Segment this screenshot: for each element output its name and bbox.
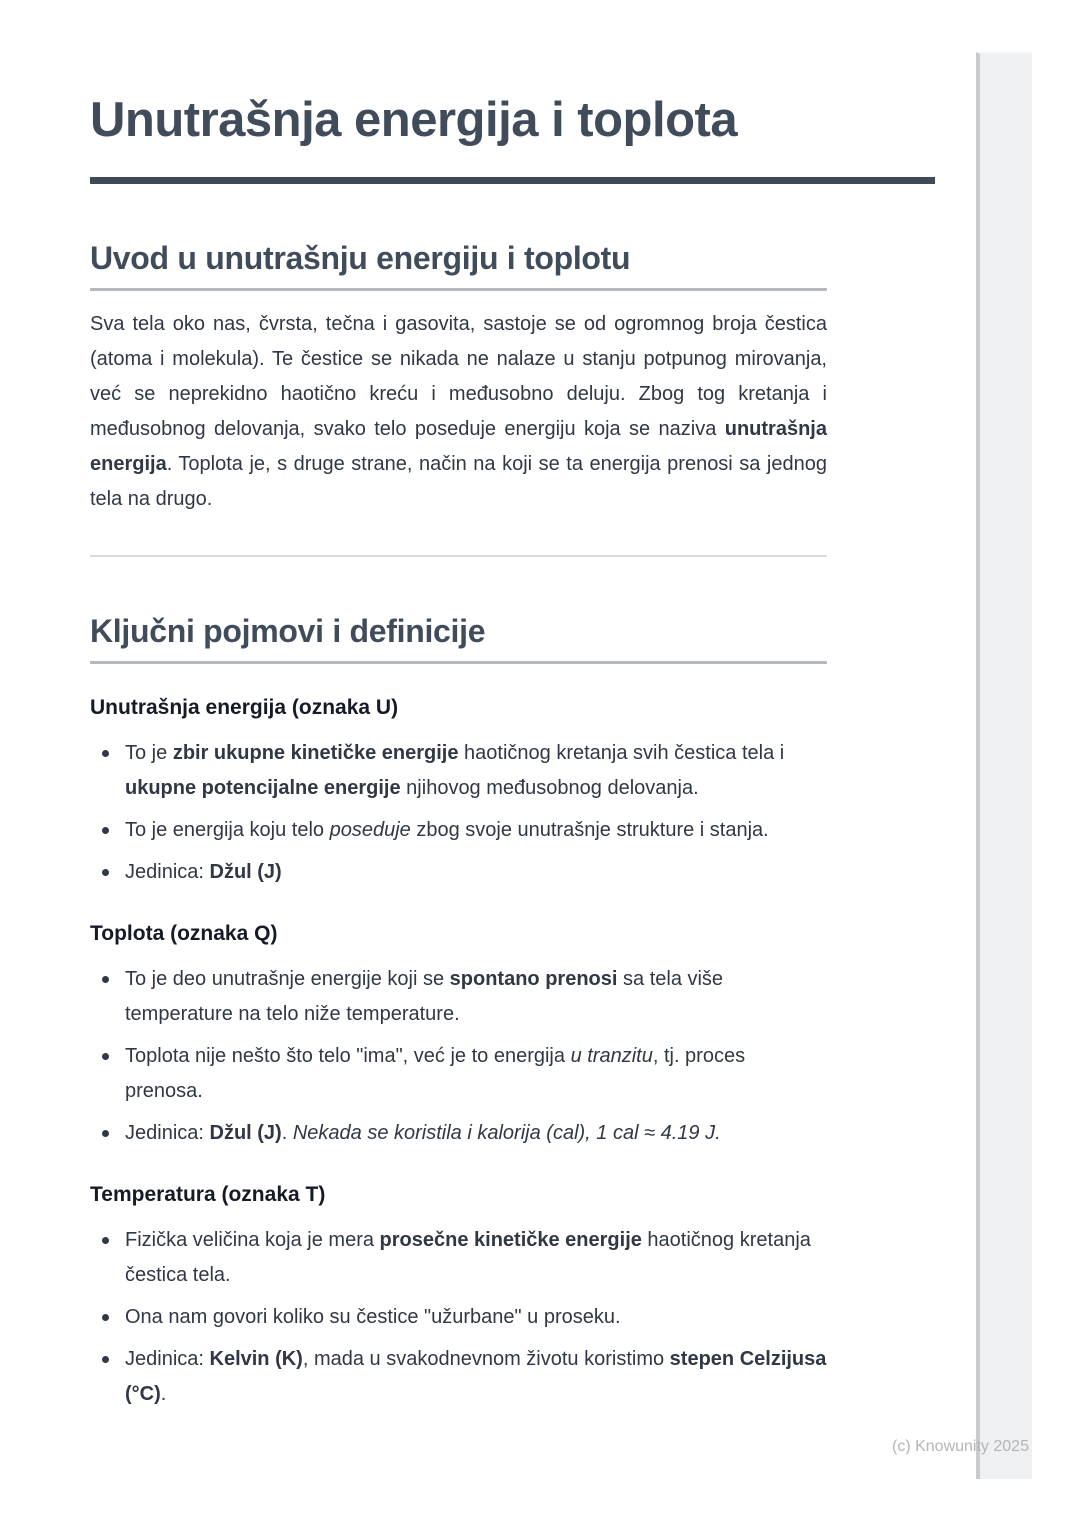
list-item-text: Ona nam govori koliko su čestice "užurbane" u proseku. <box>125 1306 621 1328</box>
list-item <box>90 1039 827 1109</box>
list-item <box>90 1223 827 1293</box>
list-item-text: Jedinica: Džul (J) <box>125 861 282 883</box>
section-divider <box>90 555 827 557</box>
subsection-title-internal-energy: Unutrašnja energija (oznaka U) <box>90 696 399 719</box>
list-item-text: Jedinica: Kelvin (K), mada u svakodnevnom životu koristimo stepen Celzijusa (°C). <box>125 1348 827 1405</box>
bullet-list-temperature <box>90 1223 827 1412</box>
list-item <box>90 813 827 848</box>
document-page <box>90 92 935 1419</box>
bullet-icon <box>102 827 109 834</box>
bullet-list-internal-energy <box>90 736 827 890</box>
bullet-icon <box>102 1237 109 1244</box>
list-item-text: To je zbir ukupne kinetičke energije haotičnog kretanja svih čestica tela i ukupne potencijalne energije njihovog međusobnog delovanja. <box>125 742 785 799</box>
bullet-icon <box>102 976 109 983</box>
content-column <box>90 238 827 1412</box>
page-title: Unutrašnja energija i toplota <box>90 92 935 184</box>
bullet-list-heat <box>90 962 827 1151</box>
subsection-title-heat: Toplota (oznaka Q) <box>90 922 278 945</box>
list-item <box>90 1300 827 1335</box>
bullet-icon <box>102 1130 109 1137</box>
list-item <box>90 1116 827 1151</box>
bullet-icon <box>102 1314 109 1321</box>
list-item-text: To je deo unutrašnje energije koji se spontano prenosi sa tela više temperature na telo niže temperature. <box>125 968 724 1025</box>
list-item <box>90 855 827 890</box>
list-item-text: Jedinica: Džul (J). Nekada se koristila i kalorija (cal), 1 cal ≈ 4.19 J. <box>125 1122 721 1144</box>
subsection-title-temperature: Temperatura (oznaka T) <box>90 1183 326 1206</box>
adjacent-page-edge[interactable] <box>976 52 1032 1479</box>
footer-credit: (c) Knowunity 2025 <box>892 1438 1029 1455</box>
list-item <box>90 962 827 1032</box>
bullet-icon <box>102 869 109 876</box>
list-item <box>90 736 827 806</box>
bullet-icon <box>102 1053 109 1060</box>
list-item-text: To je energija koju telo poseduje zbog svoje unutrašnje strukture i stanja. <box>125 819 769 841</box>
section-heading-intro: Uvod u unutrašnju energiju i toplotu <box>90 238 827 291</box>
intro-paragraph: Sva tela oko nas, čvrsta, tečna i gasovita, sastoje se od ogromnog broja čestica (atoma i molekula). Te čestice se nikada ne nalaze u stanju potpunog mirovanja, već se neprekidno haotično kreću i međusobno deluju. Zbog tog kretanja i međusobnog delovanja, svako telo poseduje energiju koja se naziva unutrašnja energija. Toplota je, s druge strane, način na koji se ta energija prenosi sa jednog tela na drugo. <box>90 313 827 510</box>
list-item-text: Toplota nije nešto što telo "ima", već je to energija u tranzitu, tj. proces prenosa. <box>125 1045 746 1102</box>
list-item <box>90 1342 827 1412</box>
list-item-text: Fizička veličina koja je mera prosečne kinetičke energije haotičnog kretanja čestica tela. <box>125 1229 811 1286</box>
section-heading-key-concepts: Ključni pojmovi i definicije <box>90 611 827 664</box>
bullet-icon <box>102 750 109 757</box>
bullet-icon <box>102 1356 109 1363</box>
